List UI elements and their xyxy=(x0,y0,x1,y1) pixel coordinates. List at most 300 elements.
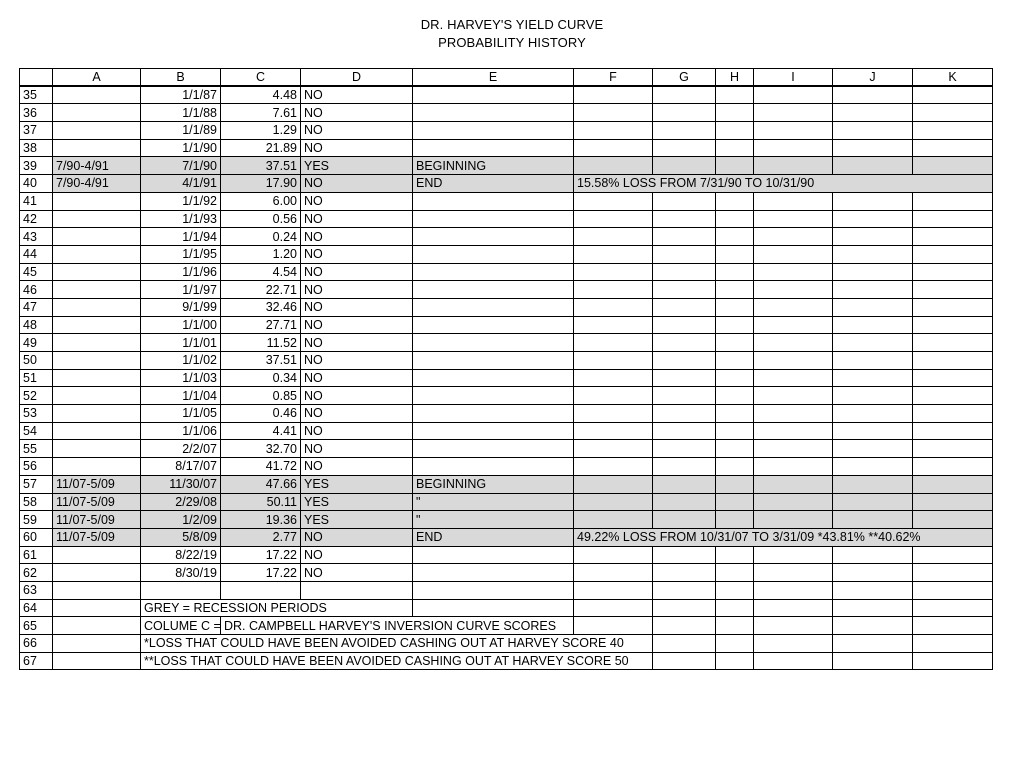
row-number[interactable]: 51 xyxy=(20,369,53,387)
cell[interactable] xyxy=(833,546,913,564)
row-number[interactable]: 67 xyxy=(20,652,53,670)
cell-a-recession-period[interactable] xyxy=(53,387,141,405)
cell-a-recession-period[interactable] xyxy=(53,139,141,157)
cell[interactable] xyxy=(653,405,716,423)
cell[interactable] xyxy=(574,564,653,582)
cell[interactable] xyxy=(716,122,754,140)
cell[interactable] xyxy=(653,617,716,635)
cell[interactable] xyxy=(833,86,913,104)
cell[interactable] xyxy=(913,316,993,334)
cell-c-score[interactable]: 7.61 xyxy=(221,104,301,122)
cell-a-recession-period[interactable] xyxy=(53,228,141,246)
cell[interactable] xyxy=(754,369,833,387)
cell-b-date[interactable]: 2/29/08 xyxy=(141,493,221,511)
cell[interactable] xyxy=(833,564,913,582)
cell-e-phase[interactable] xyxy=(413,334,574,352)
cell-c-score[interactable]: 6.00 xyxy=(221,192,301,210)
cell[interactable] xyxy=(574,387,653,405)
cell[interactable] xyxy=(716,405,754,423)
cell-d-inverted[interactable]: NO xyxy=(301,210,413,228)
cell[interactable] xyxy=(574,245,653,263)
cell[interactable] xyxy=(653,316,716,334)
cell-a-recession-period[interactable]: 7/90-4/91 xyxy=(53,157,141,175)
cell[interactable] xyxy=(833,387,913,405)
cell[interactable] xyxy=(716,228,754,246)
cell[interactable] xyxy=(833,281,913,299)
cell-e-phase[interactable] xyxy=(413,405,574,423)
cell-d-inverted[interactable]: NO xyxy=(301,334,413,352)
cell[interactable] xyxy=(53,652,141,670)
cell[interactable] xyxy=(653,440,716,458)
cell[interactable] xyxy=(913,387,993,405)
cell[interactable] xyxy=(913,192,993,210)
cell-c-score[interactable]: 0.85 xyxy=(221,387,301,405)
cell[interactable] xyxy=(221,581,301,599)
column-header-d[interactable]: D xyxy=(301,69,413,87)
cell[interactable] xyxy=(716,635,754,653)
cell-d-inverted[interactable]: NO xyxy=(301,281,413,299)
cell-a-recession-period[interactable] xyxy=(53,192,141,210)
row-number[interactable]: 49 xyxy=(20,334,53,352)
cell[interactable] xyxy=(833,475,913,493)
cell-a-recession-period[interactable] xyxy=(53,122,141,140)
cell-c-score[interactable]: 0.34 xyxy=(221,369,301,387)
row-number[interactable]: 58 xyxy=(20,493,53,511)
cell-d-inverted[interactable]: YES xyxy=(301,475,413,493)
cell[interactable] xyxy=(574,422,653,440)
cell[interactable] xyxy=(754,104,833,122)
cell-c-score[interactable]: 47.66 xyxy=(221,475,301,493)
cell[interactable] xyxy=(53,635,141,653)
cell-a-recession-period[interactable] xyxy=(53,210,141,228)
cell[interactable] xyxy=(716,263,754,281)
cell-c-score[interactable]: 41.72 xyxy=(221,458,301,476)
cell-d-inverted[interactable]: NO xyxy=(301,369,413,387)
cell[interactable] xyxy=(913,581,993,599)
cell-a-recession-period[interactable] xyxy=(53,316,141,334)
cell[interactable] xyxy=(716,599,754,617)
cell[interactable] xyxy=(754,316,833,334)
cell-b-date[interactable]: 1/1/03 xyxy=(141,369,221,387)
cell[interactable] xyxy=(653,422,716,440)
cell[interactable] xyxy=(754,635,833,653)
cell-c-score[interactable]: 21.89 xyxy=(221,139,301,157)
cell-b-date[interactable]: 1/1/94 xyxy=(141,228,221,246)
row-number[interactable]: 52 xyxy=(20,387,53,405)
cell[interactable] xyxy=(754,334,833,352)
cell[interactable] xyxy=(716,493,754,511)
row-number[interactable]: 54 xyxy=(20,422,53,440)
cell[interactable] xyxy=(754,157,833,175)
cell-c-score[interactable]: 0.46 xyxy=(221,405,301,423)
column-header-c[interactable]: C xyxy=(221,69,301,87)
cell-a-recession-period[interactable] xyxy=(53,369,141,387)
cell[interactable] xyxy=(716,652,754,670)
cell[interactable] xyxy=(754,263,833,281)
cell[interactable] xyxy=(754,581,833,599)
cell[interactable] xyxy=(754,192,833,210)
cell[interactable] xyxy=(833,422,913,440)
cell-b-date[interactable]: 1/1/05 xyxy=(141,405,221,423)
cell-d-inverted[interactable]: NO xyxy=(301,458,413,476)
cell-e-phase[interactable]: " xyxy=(413,493,574,511)
cell-c-score[interactable]: 0.24 xyxy=(221,228,301,246)
cell[interactable] xyxy=(574,122,653,140)
cell[interactable] xyxy=(653,387,716,405)
row-number[interactable]: 65 xyxy=(20,617,53,635)
cell[interactable] xyxy=(716,139,754,157)
legend-grey-note[interactable]: GREY = RECESSION PERIODS xyxy=(141,599,413,617)
cell[interactable] xyxy=(754,652,833,670)
cell[interactable] xyxy=(53,581,141,599)
cell[interactable] xyxy=(913,122,993,140)
cell-e-phase[interactable]: " xyxy=(413,511,574,529)
cell-d-inverted[interactable]: NO xyxy=(301,86,413,104)
cell[interactable] xyxy=(653,352,716,370)
cell-a-recession-period[interactable]: 11/07-5/09 xyxy=(53,511,141,529)
cell[interactable] xyxy=(716,298,754,316)
cell[interactable] xyxy=(574,458,653,476)
cell[interactable] xyxy=(716,157,754,175)
cell[interactable] xyxy=(913,263,993,281)
cell-a-recession-period[interactable] xyxy=(53,405,141,423)
cell[interactable] xyxy=(653,228,716,246)
cell-b-date[interactable]: 8/17/07 xyxy=(141,458,221,476)
cell-e-phase[interactable] xyxy=(413,228,574,246)
cell[interactable] xyxy=(913,652,993,670)
row-number[interactable]: 38 xyxy=(20,139,53,157)
column-header-h[interactable]: H xyxy=(716,69,754,87)
row-number[interactable]: 37 xyxy=(20,122,53,140)
cell[interactable] xyxy=(913,334,993,352)
cell[interactable] xyxy=(653,245,716,263)
cell[interactable] xyxy=(716,281,754,299)
cell-c-score[interactable]: 19.36 xyxy=(221,511,301,529)
row-number[interactable]: 57 xyxy=(20,475,53,493)
cell-b-date[interactable]: 8/22/19 xyxy=(141,546,221,564)
cell[interactable] xyxy=(574,546,653,564)
cell[interactable] xyxy=(716,475,754,493)
cell-d-inverted[interactable]: NO xyxy=(301,316,413,334)
row-number[interactable]: 48 xyxy=(20,316,53,334)
row-number[interactable]: 43 xyxy=(20,228,53,246)
cell[interactable] xyxy=(833,458,913,476)
row-number[interactable]: 36 xyxy=(20,104,53,122)
cell-a-recession-period[interactable] xyxy=(53,458,141,476)
cell-c-score[interactable]: 37.51 xyxy=(221,157,301,175)
cell[interactable] xyxy=(754,617,833,635)
row-number[interactable]: 66 xyxy=(20,635,53,653)
cell-d-inverted[interactable]: NO xyxy=(301,175,413,193)
cell-d-inverted[interactable]: NO xyxy=(301,422,413,440)
cell[interactable] xyxy=(53,617,141,635)
column-header-e[interactable]: E xyxy=(413,69,574,87)
cell[interactable] xyxy=(653,263,716,281)
cell[interactable] xyxy=(301,581,413,599)
cell-e-phase[interactable] xyxy=(413,458,574,476)
cell-c-score[interactable]: 27.71 xyxy=(221,316,301,334)
cell-e-phase[interactable] xyxy=(413,387,574,405)
cell-b-date[interactable]: 7/1/90 xyxy=(141,157,221,175)
cell[interactable] xyxy=(913,352,993,370)
cell[interactable] xyxy=(913,546,993,564)
cell[interactable] xyxy=(574,493,653,511)
row-number[interactable]: 59 xyxy=(20,511,53,529)
cell-d-inverted[interactable]: NO xyxy=(301,546,413,564)
cell-e-phase[interactable] xyxy=(413,139,574,157)
cell[interactable] xyxy=(53,599,141,617)
cell[interactable] xyxy=(574,405,653,423)
cell-a-recession-period[interactable] xyxy=(53,352,141,370)
cell[interactable] xyxy=(913,298,993,316)
cell-c-score[interactable]: 17.22 xyxy=(221,564,301,582)
cell-b-date[interactable]: 1/1/04 xyxy=(141,387,221,405)
cell[interactable] xyxy=(574,139,653,157)
cell[interactable] xyxy=(653,298,716,316)
cell[interactable] xyxy=(574,263,653,281)
cell[interactable] xyxy=(833,157,913,175)
cell-a-recession-period[interactable] xyxy=(53,334,141,352)
cell[interactable] xyxy=(754,228,833,246)
cell[interactable] xyxy=(653,139,716,157)
cell[interactable] xyxy=(833,192,913,210)
column-c-note-text[interactable]: DR. CAMPBELL HARVEY'S INVERSION CURVE SCORES xyxy=(221,617,574,635)
cell-a-recession-period[interactable]: 11/07-5/09 xyxy=(53,528,141,546)
cell[interactable] xyxy=(653,511,716,529)
cell[interactable] xyxy=(574,511,653,529)
cell[interactable] xyxy=(716,369,754,387)
cell[interactable] xyxy=(653,652,716,670)
cell[interactable] xyxy=(754,440,833,458)
cell-d-inverted[interactable]: NO xyxy=(301,564,413,582)
cell[interactable] xyxy=(716,546,754,564)
cell[interactable] xyxy=(913,635,993,653)
cell-c-score[interactable]: 4.48 xyxy=(221,86,301,104)
cell-d-inverted[interactable]: YES xyxy=(301,511,413,529)
cell[interactable] xyxy=(574,316,653,334)
cell[interactable] xyxy=(653,210,716,228)
cell-b-date[interactable]: 1/2/09 xyxy=(141,511,221,529)
cell[interactable] xyxy=(833,405,913,423)
cell-a-recession-period[interactable] xyxy=(53,245,141,263)
row-number[interactable]: 42 xyxy=(20,210,53,228)
cell-b-date[interactable]: 1/1/97 xyxy=(141,281,221,299)
cell-e-phase[interactable] xyxy=(413,298,574,316)
cell-c-score[interactable]: 1.29 xyxy=(221,122,301,140)
cell-b-date[interactable]: 1/1/88 xyxy=(141,104,221,122)
cell-e-phase[interactable] xyxy=(413,352,574,370)
cell-a-recession-period[interactable] xyxy=(53,104,141,122)
cell[interactable] xyxy=(754,475,833,493)
row-number[interactable]: 40 xyxy=(20,175,53,193)
row-number[interactable]: 39 xyxy=(20,157,53,175)
row-number[interactable]: 53 xyxy=(20,405,53,423)
cell[interactable] xyxy=(574,104,653,122)
cell-e-phase[interactable]: END xyxy=(413,175,574,193)
cell-d-inverted[interactable]: NO xyxy=(301,263,413,281)
cell-d-inverted[interactable]: NO xyxy=(301,405,413,423)
cell[interactable] xyxy=(716,245,754,263)
cell[interactable] xyxy=(754,352,833,370)
cell-e-phase[interactable] xyxy=(413,86,574,104)
cell[interactable] xyxy=(574,369,653,387)
row-number[interactable]: 35 xyxy=(20,86,53,104)
cell-e-phase[interactable] xyxy=(413,122,574,140)
cell[interactable] xyxy=(754,245,833,263)
cell-e-phase[interactable] xyxy=(413,263,574,281)
cell[interactable] xyxy=(716,511,754,529)
cell-c-score[interactable]: 2.77 xyxy=(221,528,301,546)
cell[interactable] xyxy=(913,210,993,228)
cell-c-score[interactable]: 1.20 xyxy=(221,245,301,263)
cell-c-score[interactable]: 4.41 xyxy=(221,422,301,440)
cell[interactable] xyxy=(913,228,993,246)
cell[interactable] xyxy=(574,617,653,635)
cell-b-date[interactable]: 9/1/99 xyxy=(141,298,221,316)
cell-c-score[interactable]: 50.11 xyxy=(221,493,301,511)
cell[interactable] xyxy=(833,316,913,334)
cell[interactable] xyxy=(913,281,993,299)
cell[interactable] xyxy=(574,581,653,599)
cell-f-loss-note[interactable]: 49.22% LOSS FROM 10/31/07 TO 3/31/09 *43.81% **40.62% xyxy=(574,528,993,546)
cell-d-inverted[interactable]: NO xyxy=(301,387,413,405)
row-number[interactable]: 41 xyxy=(20,192,53,210)
cell[interactable] xyxy=(653,122,716,140)
cell[interactable] xyxy=(653,104,716,122)
cell-b-date[interactable]: 1/1/93 xyxy=(141,210,221,228)
cell-d-inverted[interactable]: YES xyxy=(301,157,413,175)
cell[interactable] xyxy=(754,458,833,476)
row-number[interactable]: 47 xyxy=(20,298,53,316)
cell-b-date[interactable]: 1/1/95 xyxy=(141,245,221,263)
cell-a-recession-period[interactable] xyxy=(53,86,141,104)
cell[interactable] xyxy=(574,86,653,104)
cell[interactable] xyxy=(913,458,993,476)
cell-b-date[interactable]: 1/1/87 xyxy=(141,86,221,104)
cell-e-phase[interactable] xyxy=(413,546,574,564)
cell-a-recession-period[interactable] xyxy=(53,564,141,582)
cell[interactable] xyxy=(833,122,913,140)
cell[interactable] xyxy=(653,475,716,493)
cell[interactable] xyxy=(754,387,833,405)
cell[interactable] xyxy=(833,617,913,635)
cell-e-phase[interactable] xyxy=(413,369,574,387)
cell[interactable] xyxy=(833,210,913,228)
column-header-j[interactable]: J xyxy=(833,69,913,87)
cell[interactable] xyxy=(754,86,833,104)
row-number[interactable]: 55 xyxy=(20,440,53,458)
cell[interactable] xyxy=(754,493,833,511)
cell-b-date[interactable]: 1/1/02 xyxy=(141,352,221,370)
cell-e-phase[interactable] xyxy=(413,316,574,334)
cell[interactable] xyxy=(653,458,716,476)
cell-d-inverted[interactable]: NO xyxy=(301,440,413,458)
cell[interactable] xyxy=(574,157,653,175)
cell[interactable] xyxy=(913,139,993,157)
cell-b-date[interactable]: 1/1/96 xyxy=(141,263,221,281)
loss-note-50[interactable]: **LOSS THAT COULD HAVE BEEN AVOIDED CASHING OUT AT HARVEY SCORE 50 xyxy=(141,652,653,670)
cell[interactable] xyxy=(754,564,833,582)
cell[interactable] xyxy=(913,369,993,387)
cell[interactable] xyxy=(574,352,653,370)
cell[interactable] xyxy=(574,210,653,228)
column-header-a[interactable]: A xyxy=(53,69,141,87)
cell-d-inverted[interactable]: NO xyxy=(301,122,413,140)
cell[interactable] xyxy=(913,86,993,104)
cell-b-date[interactable]: 1/1/01 xyxy=(141,334,221,352)
cell[interactable] xyxy=(754,281,833,299)
cell[interactable] xyxy=(413,581,574,599)
cell[interactable] xyxy=(754,139,833,157)
row-number[interactable]: 60 xyxy=(20,528,53,546)
row-number[interactable]: 64 xyxy=(20,599,53,617)
row-number[interactable]: 46 xyxy=(20,281,53,299)
cell[interactable] xyxy=(833,139,913,157)
cell-a-recession-period[interactable] xyxy=(53,263,141,281)
cell[interactable] xyxy=(833,263,913,281)
cell-e-phase[interactable]: END xyxy=(413,528,574,546)
row-number[interactable]: 44 xyxy=(20,245,53,263)
cell[interactable] xyxy=(833,652,913,670)
cell-e-phase[interactable] xyxy=(413,422,574,440)
cell[interactable] xyxy=(716,192,754,210)
cell[interactable] xyxy=(413,599,574,617)
cell-e-phase[interactable] xyxy=(413,210,574,228)
cell-c-score[interactable]: 32.70 xyxy=(221,440,301,458)
cell[interactable] xyxy=(574,228,653,246)
cell-e-phase[interactable] xyxy=(413,245,574,263)
cell[interactable] xyxy=(913,245,993,263)
loss-note-40[interactable]: *LOSS THAT COULD HAVE BEEN AVOIDED CASHING OUT AT HARVEY SCORE 40 xyxy=(141,635,653,653)
cell[interactable] xyxy=(754,599,833,617)
cell[interactable] xyxy=(716,458,754,476)
row-number[interactable]: 63 xyxy=(20,581,53,599)
cell-e-phase[interactable] xyxy=(413,192,574,210)
cell-e-phase[interactable]: BEGINNING xyxy=(413,475,574,493)
cell[interactable] xyxy=(653,564,716,582)
cell-a-recession-period[interactable] xyxy=(53,440,141,458)
cell[interactable] xyxy=(913,493,993,511)
cell-a-recession-period[interactable] xyxy=(53,422,141,440)
cell-b-date[interactable]: 1/1/90 xyxy=(141,139,221,157)
cell-c-score[interactable]: 22.71 xyxy=(221,281,301,299)
cell-b-date[interactable]: 1/1/06 xyxy=(141,422,221,440)
cell-a-recession-period[interactable] xyxy=(53,546,141,564)
cell[interactable] xyxy=(833,352,913,370)
cell[interactable] xyxy=(141,581,221,599)
cell[interactable] xyxy=(754,298,833,316)
corner-header[interactable] xyxy=(20,69,53,87)
cell-c-score[interactable]: 32.46 xyxy=(221,298,301,316)
cell-b-date[interactable]: 1/1/89 xyxy=(141,122,221,140)
cell[interactable] xyxy=(833,298,913,316)
cell-d-inverted[interactable]: YES xyxy=(301,493,413,511)
cell-d-inverted[interactable]: NO xyxy=(301,228,413,246)
cell[interactable] xyxy=(653,493,716,511)
cell[interactable] xyxy=(913,405,993,423)
cell[interactable] xyxy=(833,228,913,246)
cell[interactable] xyxy=(913,440,993,458)
cell[interactable] xyxy=(913,617,993,635)
cell[interactable] xyxy=(716,352,754,370)
cell[interactable] xyxy=(833,599,913,617)
cell[interactable] xyxy=(653,599,716,617)
cell-b-date[interactable]: 1/1/00 xyxy=(141,316,221,334)
cell[interactable] xyxy=(574,440,653,458)
cell-c-score[interactable]: 11.52 xyxy=(221,334,301,352)
cell-b-date[interactable]: 11/30/07 xyxy=(141,475,221,493)
cell-e-phase[interactable] xyxy=(413,281,574,299)
